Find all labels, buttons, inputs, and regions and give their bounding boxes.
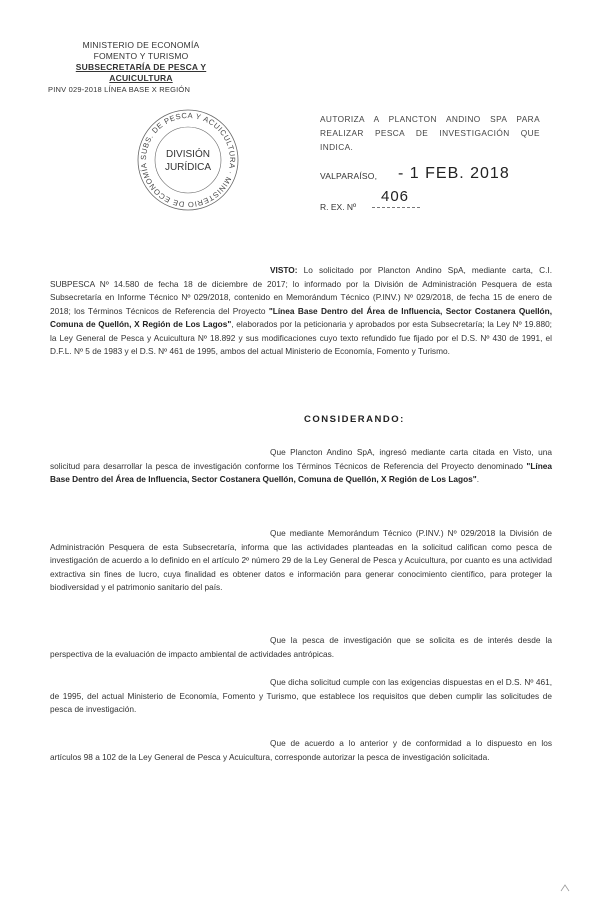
ministry-line-1: MINISTERIO DE ECONOMÍA bbox=[82, 40, 200, 50]
letterhead bbox=[46, 40, 236, 95]
considerando-paragraph-2 bbox=[50, 527, 552, 595]
considerando-paragraph-4 bbox=[50, 676, 552, 717]
pinv-code: PINV 029-2018 LÍNEA BASE X REGIÓN bbox=[48, 85, 191, 94]
rex-number: 406 bbox=[381, 188, 410, 205]
stamp-ring-text: SUBS. DE PESCA Y ACUICULTURA · MINISTERIO DE ECONOMÍA bbox=[138, 110, 238, 210]
considerando-paragraph-3 bbox=[50, 634, 552, 661]
rex-label: R. EX. Nº bbox=[320, 202, 357, 212]
visto-text-a: Lo solicitado por Plancton Andino SpA, mediante carta, C.I. SUBPESCA Nº 14.580 de fecha 18 de diciembre de 2017; lo informado por la División de Administración Pesquera de esta Subsecretaría en Informe Técnico Nº 029/2018, contenido en Memorándum Técnico (P.INV.) Nº 029/2018, de fecha 15 de enero de 2018; los Términos Técnicos de Referencia del Proyecto bbox=[50, 265, 552, 316]
page-corner-mark bbox=[560, 880, 570, 890]
svg-text:SUBS. DE PESCA Y ACUICULTURA · bbox=[139, 111, 237, 209]
p3-text: Que la pesca de investigación que se solicita es de interés desde la perspectiva de la evaluación de impacto ambiental de actividades antrópicas. bbox=[50, 635, 552, 659]
date-stamp: - 1 FEB. 2018 bbox=[398, 165, 510, 182]
p4-text: Que dicha solicitud cumple con las exigencias dispuestas en el D.S. Nº 461, de 1995, del actual Ministerio de Economía, Fomento y Turismo, que establece los requisitos que deben cumplir las solicitudes de pesca de investigación. bbox=[50, 677, 552, 714]
considerando-paragraph-5 bbox=[50, 737, 552, 764]
p1-text-b: . bbox=[476, 474, 480, 484]
rex-underline bbox=[372, 207, 420, 208]
stamp-center-line-1: DIVISIÓN bbox=[166, 149, 210, 160]
p2-text: Que mediante Memorándum Técnico (P.INV.) Nº 029/2018 la División de Administración Pesquera de esta Subsecretaría, informa que las actividades planteadas en la solicitud califican como pesca de investigación de acuerdo a lo definido en el artículo 2º número 29 de la Ley General de Pesca y Acuicultura, por cuanto es una actividad extractiva sin fines de lucro, cuya finalidad es obtener datos e información para generar conocimiento científico, para proteger la biodiversidad y el patrimonio sanitario del país. bbox=[50, 528, 552, 592]
visto-project: "Línea Base Dentro del Área de Influencia, Sector Costanera Quellón, Comuna de Quellón, X Región de Los Lagos" bbox=[50, 305, 553, 329]
division-juridica-stamp bbox=[133, 105, 243, 215]
p5-text: Que de acuerdo a lo anterior y de conformidad a lo dispuesto en los artículos 98 a 102 de la Ley General de Pesca y Acuicultura, corresponde autorizar la pesca de investigación solicitada. bbox=[50, 738, 552, 762]
considerando-heading: CONSIDERANDO: bbox=[304, 414, 405, 425]
visto-paragraph bbox=[50, 264, 552, 359]
visto-label: VISTO: bbox=[270, 265, 298, 275]
p1-text-a: Que Plancton Andino SpA, ingresó mediante carta citada en Visto, una solicitud para desarrollar la pesca de investigación conforme los Términos Técnicos de Referencia del Proyecto denominado bbox=[50, 447, 552, 471]
visto-text-b: , elaborados por la peticionaria y aprobados por esta Subsecretaría; la Ley Nº 19.880; la Ley General de Pesca y Acuicultura Nº 18.892 y sus modificaciones cuyo texto refundido fue fijado por el D.S. Nº 430 de 1991, el D.F.L. Nº 5 de 1983 y el D.S. Nº 461 de 1995, ambos del actual Ministerio de Economía, Fomento y Turismo. bbox=[50, 319, 552, 356]
subsecretaria-line: SUBSECRETARÍA DE PESCA Y ACUICULTURA bbox=[75, 62, 207, 83]
place-label: VALPARAÍSO, bbox=[320, 171, 378, 181]
considerando-paragraph-1 bbox=[50, 446, 552, 487]
stamp-center-line-2: JURÍDICA bbox=[164, 162, 212, 173]
ministry-line-2: FOMENTO Y TURISMO bbox=[93, 51, 189, 61]
reference-text: AUTORIZA A PLANCTON ANDINO SPA PARA REALIZAR PESCA DE INVESTIGACIÓN QUE INDICA. bbox=[320, 114, 540, 152]
p1-project: "Línea Base Dentro del Área de Influencia, Sector Costanera Quellón, Comuna de Quellón, X Región de Los Lagos" bbox=[50, 460, 552, 484]
